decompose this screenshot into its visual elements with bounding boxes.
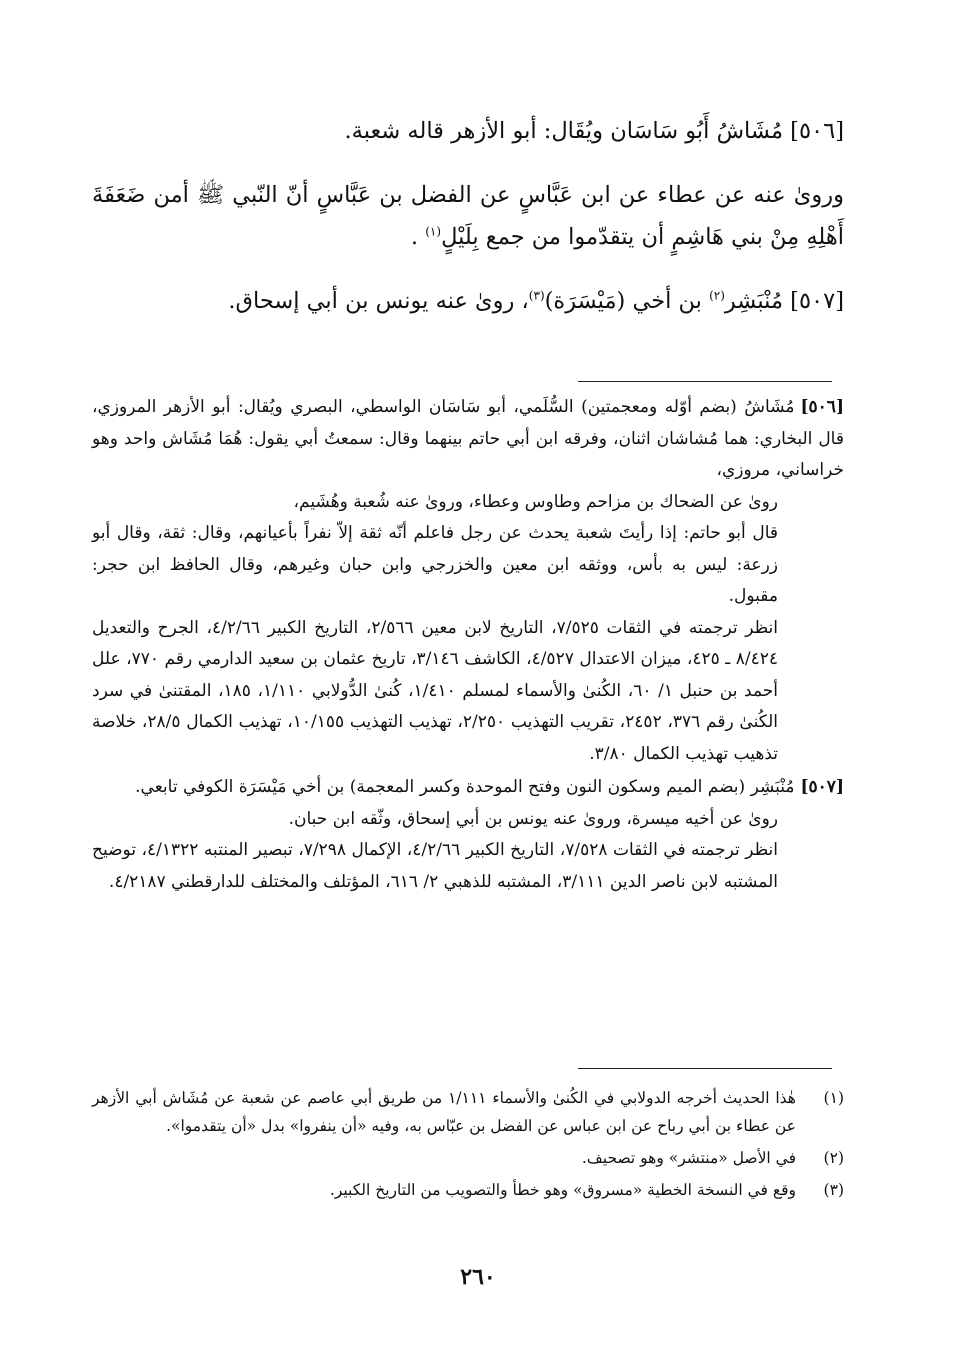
note-507-para-2: روىٰ عن أخيه ميسرة، وروىٰ عنه يونس بن أبي إسحاق، وثّقه ابن حبان. bbox=[288, 808, 778, 829]
footnote-text: هٰذا الحديث أخرجه الدولابي في الكُنىٰ والأسماء ١/١١١ من طريق أبي عاصم عن شعبة عن مُشَاش أبي الأزهر عن عطاء بن أبي رباح عن ابن عباس عن الفضل بن عبّاس به، وفيه «أن ينفروا» بدل «أن يتقدموا». bbox=[92, 1089, 796, 1135]
note-506-number: [٥٠٦] bbox=[800, 397, 844, 417]
footnotes-divider bbox=[578, 1068, 832, 1069]
note-507-para-1: مُنْبَشِر (بضم الميم وسكون النون وفتح الموحدة وكسر المعجمة) بن أخي مَيْسَرَة الكوفي تابعي. bbox=[135, 777, 795, 797]
entry-507-main bbox=[92, 280, 844, 322]
hadith-text: وروىٰ عنه عن عطاء عن ابن عَبَّاسٍ عن الفضل بن عَبَّاسٍ أنّ النّبي ﷺ أمن ضَعَفَةَ أَهْلِهِ مِنْ بني هَاشِمٍ أن يتقدّموا من جمع بِلَيْلٍ bbox=[92, 182, 844, 250]
footnote-number: (٢) bbox=[823, 1149, 844, 1167]
entry-507-mid: بن أخي (مَيْسَرَة) bbox=[544, 288, 710, 314]
footnotes bbox=[92, 1084, 844, 1208]
page-number: ٢٦٠ bbox=[460, 1264, 496, 1290]
main-text bbox=[92, 110, 844, 344]
entry-506-main: [٥٠٦] مُشَاشُ أَبُو سَاسَان ويُقَال: أبو الأزهر قاله شعبة. bbox=[344, 118, 844, 144]
note-506-para-1: مُشَاشُ (بضم أوّله ومعجمتين) السُّلَمي، أبو سَاسَان الواسطي، البصري ويُقال: أبو الأزهر المروزي، قال البخاري: هما مُشاشان اثنان، وفرقه ابن أبي حاتم بينهما وقال: سمعتُ أبي يقول: هُمَا مُشَاش واحد وهو خراساني، مروزي، bbox=[92, 397, 844, 480]
hadith-end: . bbox=[410, 224, 426, 250]
note-506-para-2: روىٰ عن الضحاك بن مزاحم وطاوس وعطاء، وروىٰ عنه شُعبة وهُشَيم، bbox=[293, 491, 778, 512]
hadith-paragraph bbox=[92, 174, 844, 258]
entry-507-head: [٥٠٧] مُنْبَشِر bbox=[724, 288, 844, 314]
footnote-3 bbox=[92, 1176, 844, 1204]
note-507 bbox=[92, 772, 844, 898]
footnote-1 bbox=[92, 1084, 844, 1140]
footnote-ref-1[interactable]: (١) bbox=[425, 224, 442, 239]
footnote-ref-3[interactable]: (٣) bbox=[528, 288, 545, 303]
footnote-ref-2[interactable]: (٢) bbox=[709, 288, 725, 303]
footnote-text: وقع في النسخة الخطية «مسروق» وهو خطأ والتصويب من التاريخ الكبير. bbox=[329, 1181, 796, 1199]
footnote-text: في الأصل «منتشر» وهو تصحيف. bbox=[581, 1149, 796, 1167]
footnote-2 bbox=[92, 1144, 844, 1172]
footnote-number: (٣) bbox=[823, 1181, 844, 1199]
note-506-para-3: قال أبو حاتم: إذا رأيتَ شعبة يحدث عن رجل فاعلم أنّه ثقة إلاّ نفراً بأعيانهم، وقال: ثقة، وقال أبو زرعة: ليس به بأس، ووثقه ابن معين والخزرجي وابن حبان وغيرهم، وقال الحافظ ابن حجر: مقبول. bbox=[92, 523, 778, 606]
footnote-number: (١) bbox=[823, 1089, 844, 1107]
note-506 bbox=[92, 392, 844, 770]
entry-507-tail: ، روىٰ عنه يونس بن أبي إسحاق. bbox=[228, 288, 529, 314]
biographical-notes bbox=[92, 392, 844, 900]
note-506-para-4: انظر ترجمته في الثقات ٧/٥٢٥، التاريخ لابن معين ٢/٥٦٦، التاريخ الكبير ٤/٢/٦٦، الجرح والتعديل ٨/٤٢٤ ـ ٤٢٥، ميزان الاعتدال ٤/٥٢٧، الكاشف ٣/١٤٦، تاريخ عثمان بن سعيد الدارمي رقم ٧٧٠، علل أحمد بن حنبل ١/ ٦٠، الكُنىٰ والأسماء لمسلم ١/٤١٠، كُنىٰ الدُّولابي ١/١١٠، ١٨٥، المقتنىٰ في سرد الكُنىٰ رقم ٣٧٦، ٢٤٥٢، تقريب التهذيب ٢/٢٥٠، تهذيب التهذيب ١٠/١٥٥، تهذيب الكمال ٢٨/٥، خلاصة تذهيب تهذيب الكمال ٣/٨٠. bbox=[92, 617, 779, 764]
note-507-number: [٥٠٧] bbox=[800, 777, 844, 797]
note-507-para-3: انظر ترجمته في الثقات ٧/٥٢٨، التاريخ الكبير ٤/٢/٦٦، الإكمال ٧/٢٩٨، تبصير المنتبه ٤/١٣٢٢، توضيح المشتبه لابن ناصر الدين ٣/١١١، المشتبه للذهبي ٢/ ٦١٦، المؤتلف والمختلف للدارقطني ٤/٢١٨٧. bbox=[92, 840, 779, 892]
notes-divider bbox=[578, 381, 832, 382]
